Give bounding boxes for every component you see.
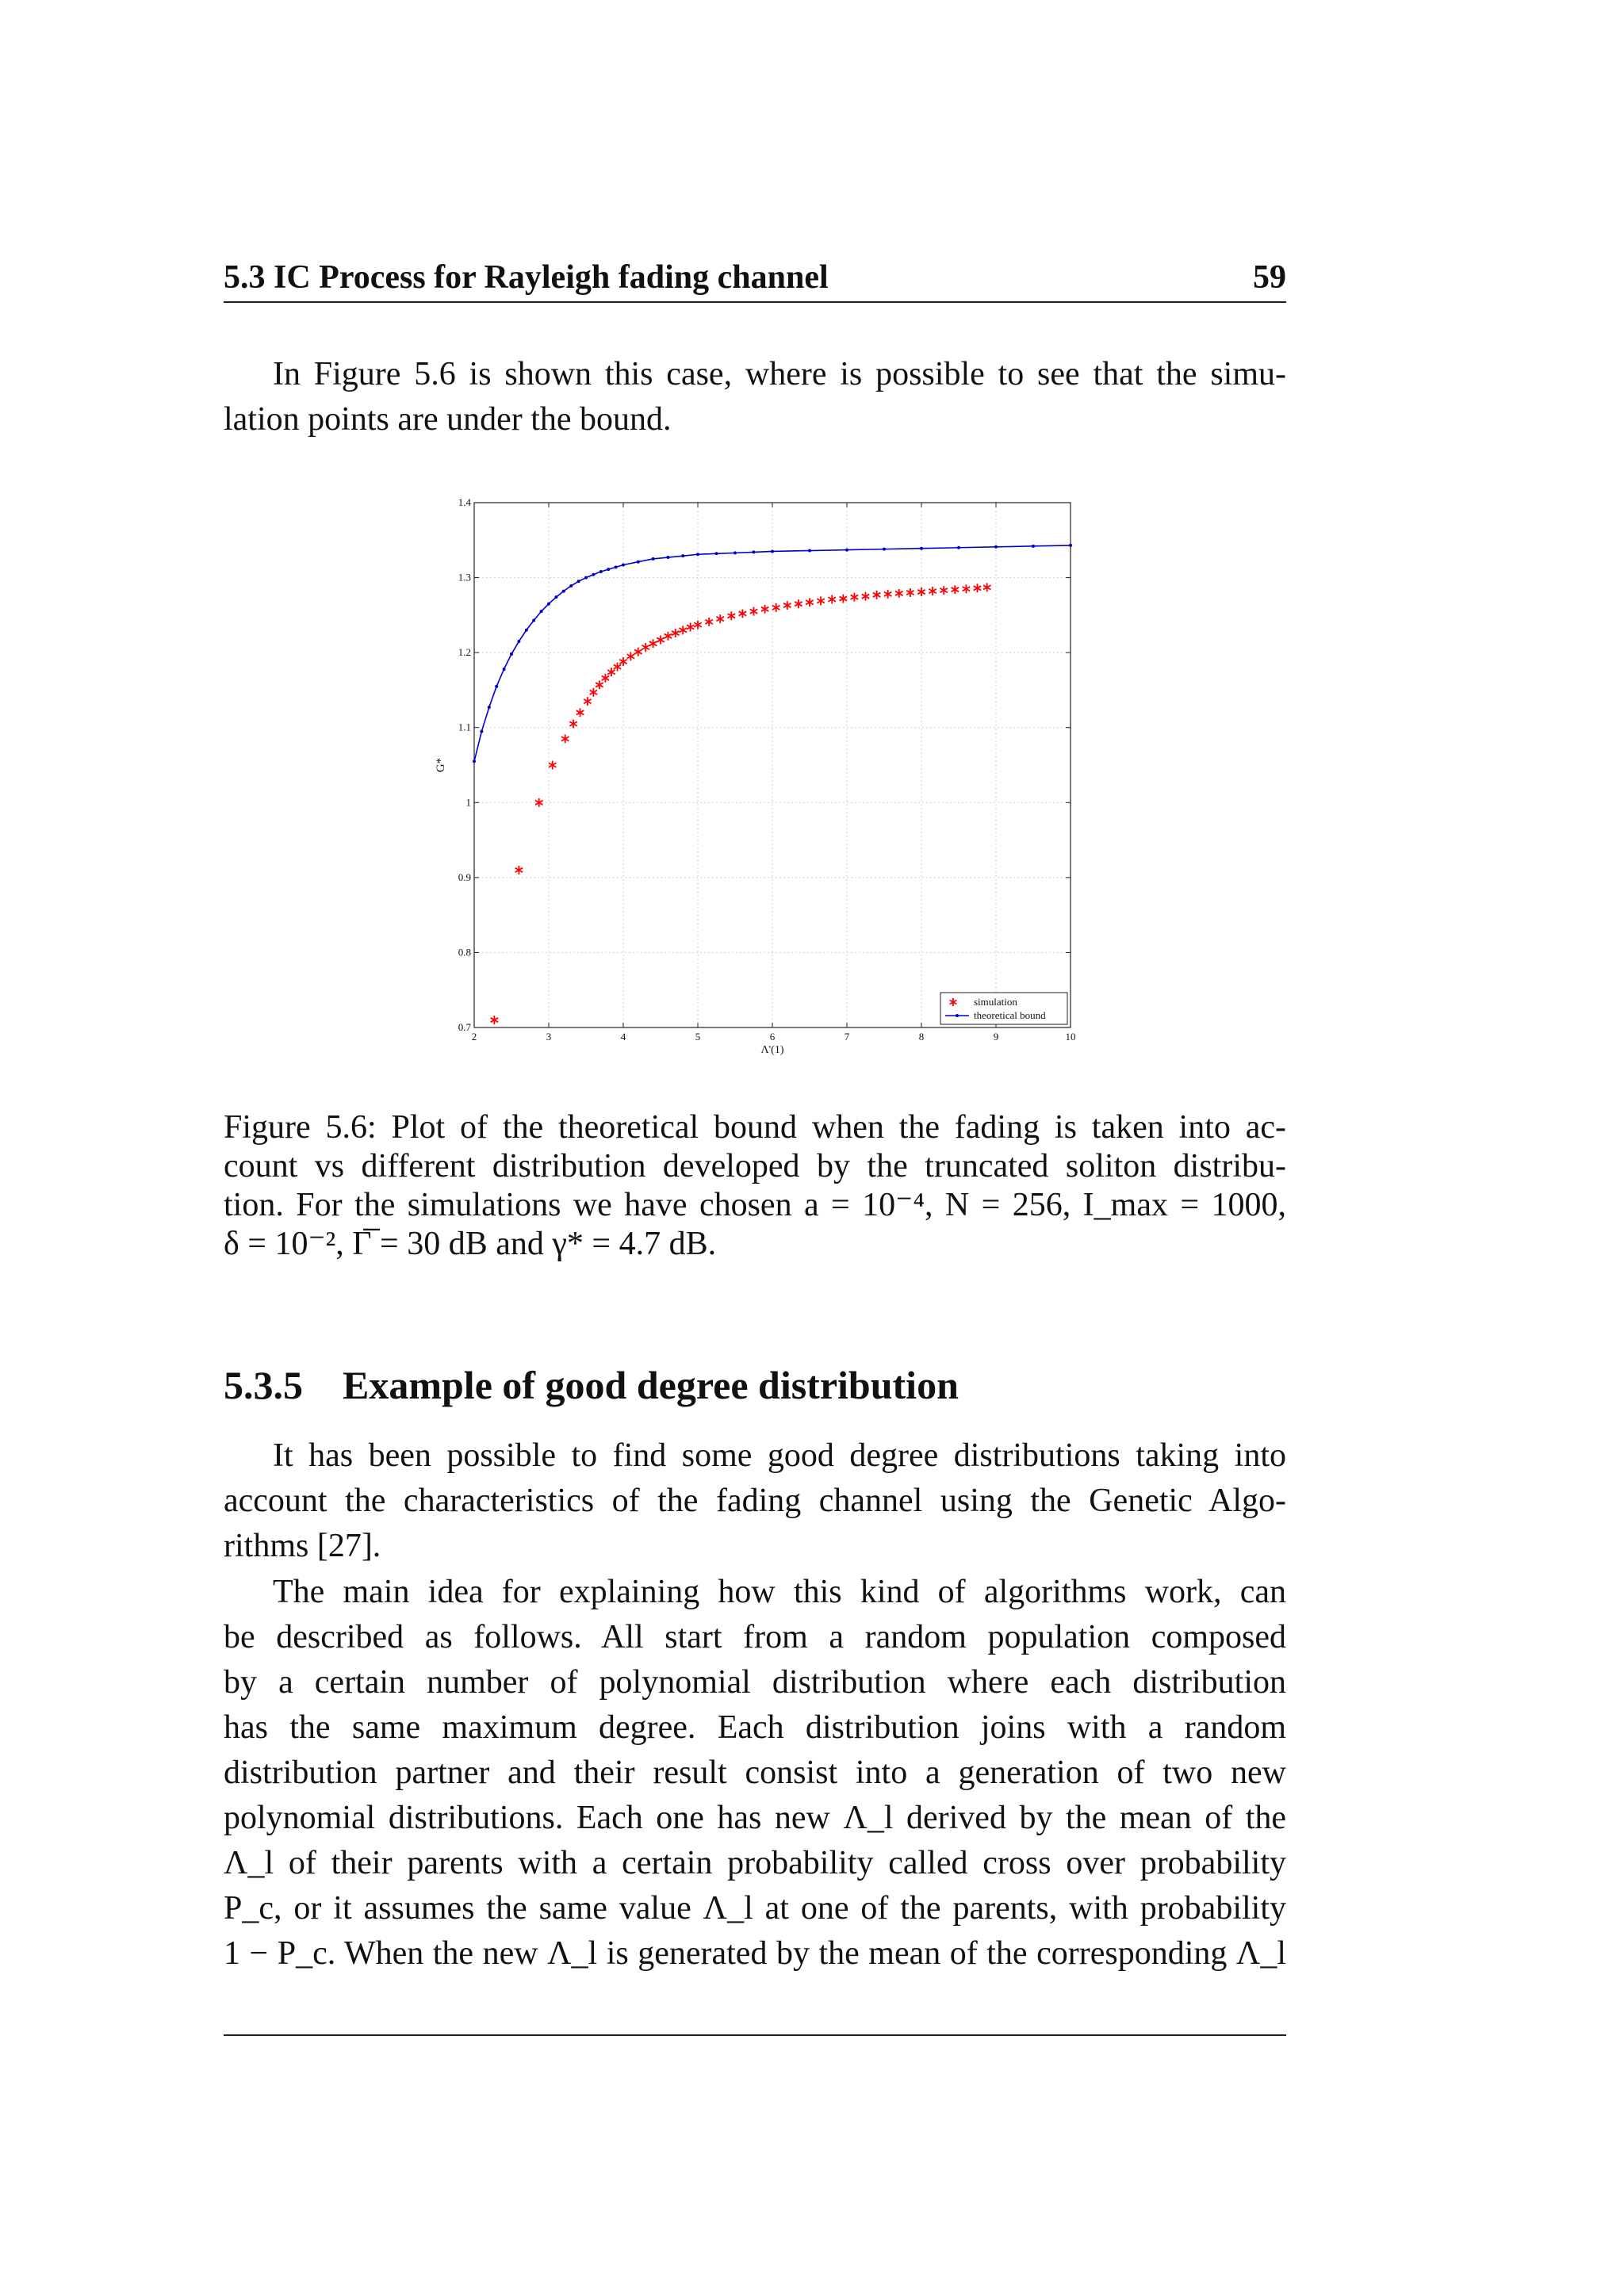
x-tick-label: 6 <box>769 1031 776 1043</box>
header-rule <box>224 301 1286 303</box>
header-section-title: 5.3 IC Process for Rayleigh fading channel <box>224 259 829 296</box>
theoretical-bound-point <box>808 549 811 553</box>
chart-svg <box>420 492 1086 1062</box>
y-tick-label: 1.3 <box>458 571 471 584</box>
theoretical-bound-point <box>562 590 565 593</box>
theoretical-bound-point <box>771 549 774 553</box>
figure-caption <box>224 1108 1286 1264</box>
body-line: account the characteristics of the fading channel using the Genetic Algo- <box>224 1483 1286 1519</box>
page-number: 59 <box>1253 259 1286 296</box>
figure-5-6 <box>420 492 1086 1062</box>
theoretical-bound-point <box>473 760 476 763</box>
x-axis-label: Λ'(1) <box>760 1044 784 1056</box>
body-line: be described as follows. All start from a random population composed <box>224 1619 1286 1655</box>
theoretical-bound-point <box>503 668 506 671</box>
theoretical-bound-point <box>845 549 848 552</box>
theoretical-bound-point <box>920 547 923 550</box>
legend-theoretical-label: theoretical bound <box>974 1009 1046 1021</box>
theoretical-bound-point <box>495 685 498 688</box>
body-line: 1 − P_c. When the new Λ_l is generated by the mean of the corresponding Λ_l <box>224 1935 1286 1972</box>
theoretical-bound-point <box>592 573 595 576</box>
legend-simulation-label: simulation <box>974 996 1017 1008</box>
x-tick-label: 7 <box>844 1031 850 1043</box>
theoretical-bound-point <box>883 548 886 551</box>
x-tick-label: 5 <box>695 1031 701 1043</box>
chart-background <box>420 492 1086 1062</box>
body-line: has the same maximum degree. Each distribution joins with a random <box>224 1709 1286 1746</box>
theoretical-bound-point <box>615 565 618 568</box>
caption-line: count vs different distribution developed by the truncated soliton distribu- <box>224 1148 1286 1184</box>
caption-line: δ = 10⁻², Γ̅ = 30 dB and γ* = 4.7 dB. <box>224 1226 717 1262</box>
running-header <box>224 252 1286 300</box>
theoretical-bound-point <box>622 563 625 566</box>
theoretical-bound-point <box>577 580 580 583</box>
section-title: Example of good degree distribution <box>343 1363 959 1407</box>
theoretical-bound-point <box>540 610 543 613</box>
theoretical-bound-point <box>480 729 483 733</box>
body-line: by a certain number of polynomial distribution where each distribution <box>224 1664 1286 1701</box>
intro-line: In Figure 5.6 is shown this case, where is possible to see that the simu- <box>273 356 1286 392</box>
theoretical-bound-point <box>733 551 737 554</box>
theoretical-bound-point <box>681 554 684 557</box>
body-line: rithms [27]. <box>224 1528 381 1564</box>
section-number: 5.3.5 <box>224 1363 303 1407</box>
chart-legend <box>940 993 1067 1024</box>
y-tick-label: 0.9 <box>458 871 471 883</box>
theoretical-bound-point <box>554 595 557 599</box>
theoretical-bound-point <box>532 618 535 622</box>
theoretical-bound-point <box>517 640 520 643</box>
y-tick-label: 1 <box>465 796 471 809</box>
theoretical-bound-point <box>488 706 491 709</box>
y-axis-label: G* <box>435 757 447 773</box>
y-tick-label: 1.4 <box>458 496 471 508</box>
body-paragraph-2 <box>224 1570 1286 1976</box>
x-tick-label: 3 <box>546 1031 552 1043</box>
intro-paragraph <box>224 352 1286 442</box>
theoretical-bound-point <box>569 584 573 587</box>
x-tick-label: 9 <box>993 1031 999 1043</box>
theoretical-bound-point <box>753 550 756 553</box>
body-line: Λ_l of their parents with a certain probability called cross over probability <box>224 1845 1286 1881</box>
legend-theoretical-dot <box>956 1014 959 1017</box>
body-paragraph-1 <box>224 1433 1286 1569</box>
theoretical-bound-point <box>666 556 669 559</box>
theoretical-bound-point <box>599 570 603 573</box>
y-tick-label: 1.1 <box>458 721 471 733</box>
y-tick-label: 0.8 <box>458 946 471 959</box>
body-line: The main idea for explaining how this kind of algorithms work, can <box>273 1574 1286 1610</box>
y-tick-label: 1.2 <box>458 646 471 659</box>
theoretical-bound-point <box>510 652 513 656</box>
theoretical-bound-point <box>547 603 550 606</box>
theoretical-bound-point <box>1032 545 1035 548</box>
body-line: polynomial distributions. Each one has new Λ_l derived by the mean of the <box>224 1800 1286 1836</box>
caption-line: tion. For the simulations we have chosen a = 10⁻⁴, N = 256, I_max = 1000, <box>224 1187 1286 1223</box>
theoretical-bound-point <box>1069 544 1072 547</box>
body-line: It has been possible to find some good degree distributions taking into <box>273 1437 1286 1474</box>
x-tick-label: 2 <box>471 1031 477 1043</box>
theoretical-bound-point <box>525 629 528 632</box>
x-tick-label: 10 <box>1065 1031 1076 1043</box>
theoretical-bound-point <box>696 553 699 556</box>
x-tick-label: 8 <box>918 1031 925 1043</box>
theoretical-bound-point <box>584 576 588 580</box>
footer-rule <box>224 2034 1286 2036</box>
intro-line: lation points are under the bound. <box>224 401 672 438</box>
theoretical-bound-point <box>994 545 998 549</box>
theoretical-bound-point <box>957 546 960 549</box>
y-tick-label: 0.7 <box>458 1021 471 1033</box>
caption-line: Figure 5.6: Plot of the theoretical bound when the fading is taken into ac- <box>224 1109 1286 1146</box>
body-line: P_c, or it assumes the same value Λ_l at one of the parents, with probability <box>224 1890 1286 1927</box>
body-line: distribution partner and their result consist into a generation of two new <box>224 1755 1286 1791</box>
theoretical-bound-point <box>652 557 655 561</box>
theoretical-bound-point <box>715 552 718 555</box>
theoretical-bound-point <box>637 561 640 564</box>
x-tick-label: 4 <box>620 1031 626 1043</box>
theoretical-bound-point <box>607 568 610 571</box>
section-heading <box>224 1362 959 1408</box>
